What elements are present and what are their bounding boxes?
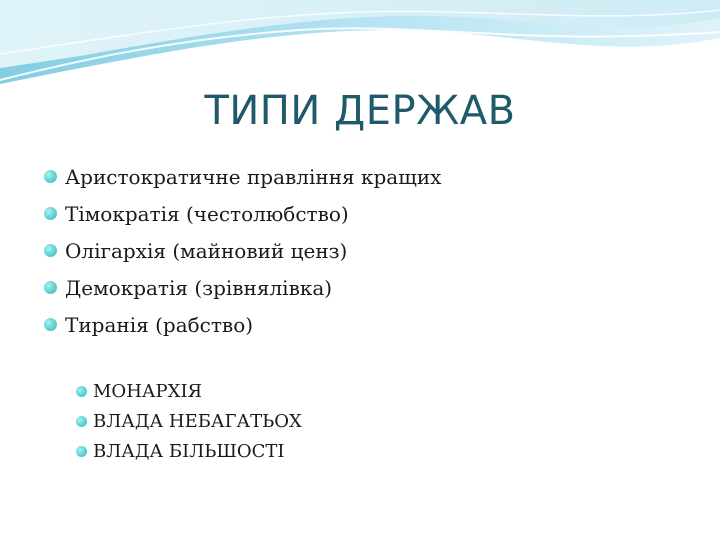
list-item-text: ВЛАДА НЕБАГАТЬОХ <box>93 410 302 432</box>
slide-title <box>0 88 720 134</box>
wave-decoration <box>0 0 720 100</box>
list-item <box>44 269 441 306</box>
list-item-text: Тиранія (рабство) <box>65 312 254 337</box>
list-item-text: Тімократія (честолюбство) <box>65 201 349 226</box>
slide-title-text: ТИПИ ДЕРЖАВ <box>204 88 516 134</box>
list-item-text: ВЛАДА БІЛЬШОСТІ <box>93 440 285 462</box>
list-item-text: Аристократичне правління кращих <box>65 164 442 189</box>
list-item <box>76 376 302 406</box>
circle-bullet-icon <box>44 281 57 294</box>
circle-bullet-icon <box>76 386 87 397</box>
circle-bullet-icon <box>44 207 57 220</box>
circle-bullet-icon <box>44 318 57 331</box>
list-item <box>44 195 441 232</box>
circle-bullet-icon <box>44 244 57 257</box>
list-item <box>44 232 441 269</box>
list-item <box>76 406 302 436</box>
circle-bullet-icon <box>76 446 87 457</box>
list-item <box>44 306 441 343</box>
main-bullet-list <box>44 158 441 343</box>
circle-bullet-icon <box>44 170 57 183</box>
list-item <box>76 436 302 466</box>
list-item-text: Демократія (зрівнялівка) <box>65 275 333 300</box>
circle-bullet-icon <box>76 416 87 427</box>
list-item-text: МОНАРХІЯ <box>93 380 203 402</box>
list-item <box>44 158 441 195</box>
secondary-bullet-list <box>76 376 302 466</box>
list-item-text: Олігархія (майновий ценз) <box>65 238 348 263</box>
